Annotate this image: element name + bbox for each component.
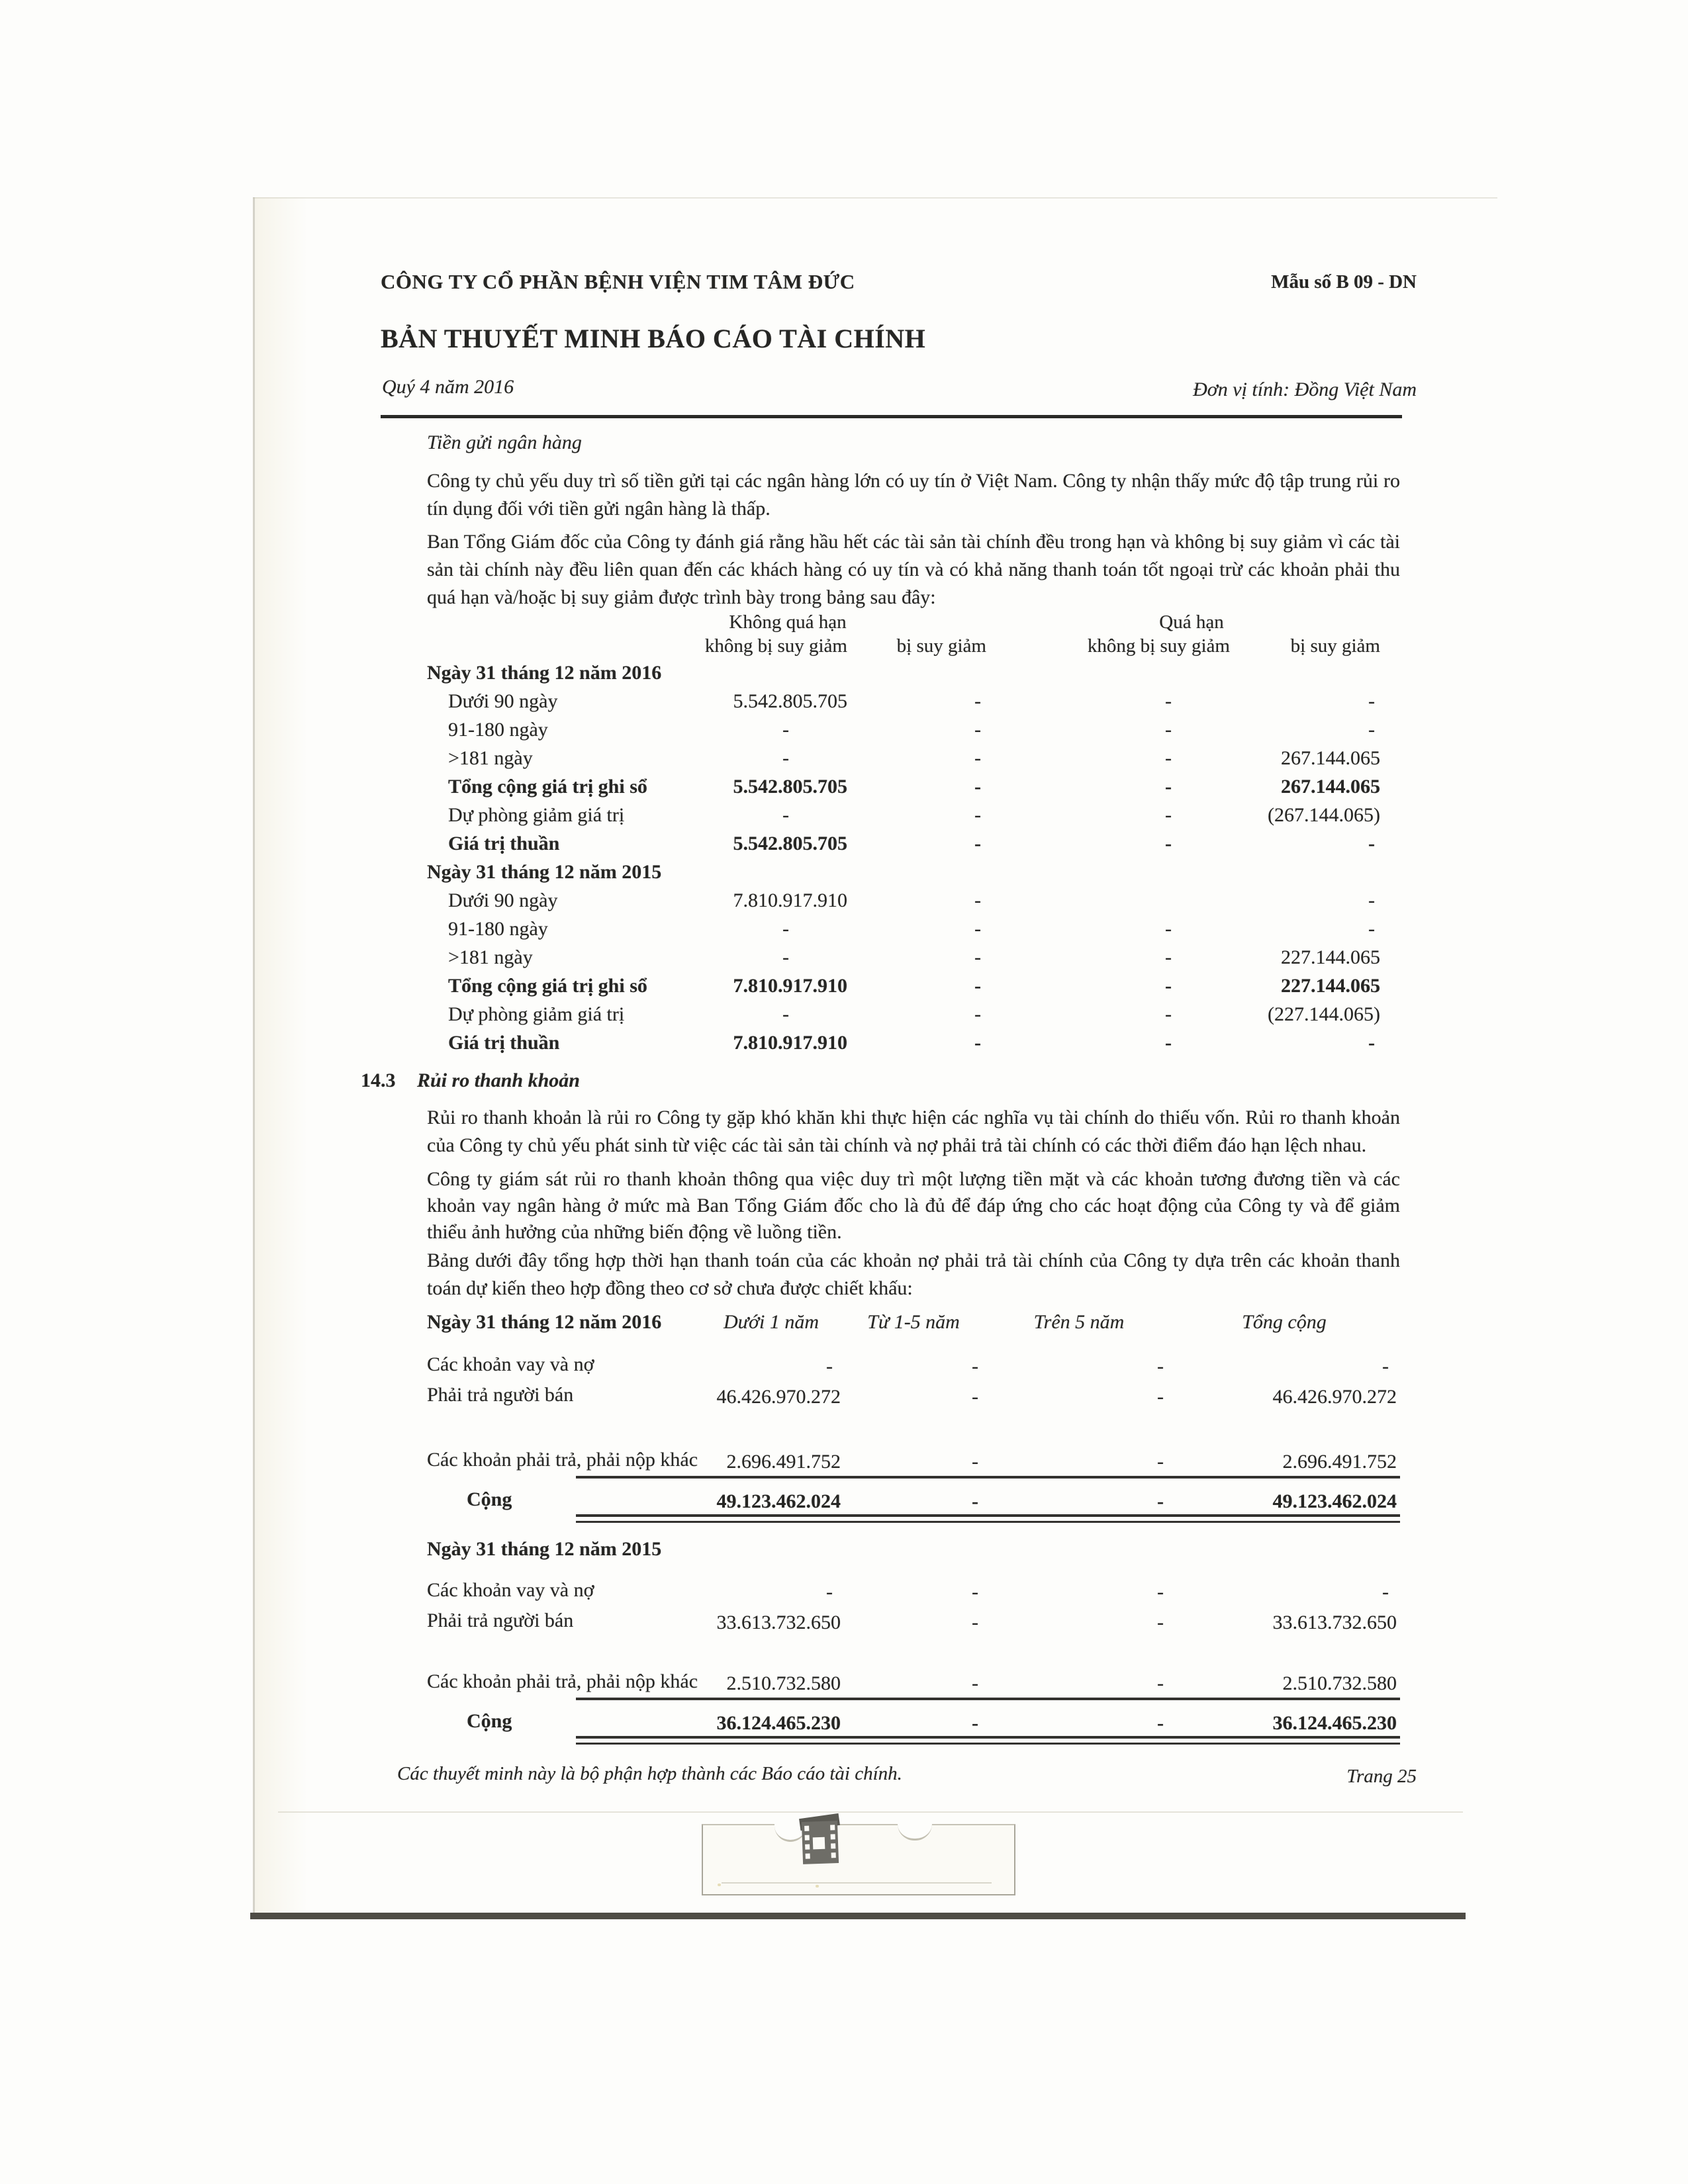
cell-value: 46.426.970.272 — [1272, 1386, 1397, 1408]
cell-value: - — [974, 776, 981, 797]
form-number: Mẫu số B 09 - DN — [1271, 271, 1417, 293]
cell-value: - — [1157, 1712, 1164, 1734]
cell-value: - — [1165, 833, 1172, 854]
cell-value: 49.123.462.024 — [716, 1490, 841, 1512]
column-header: Từ 1-5 năm — [867, 1311, 960, 1333]
cell-value: - — [782, 1003, 789, 1025]
cell-value: - — [972, 1612, 978, 1633]
cell-value: 7.810.917.910 — [733, 1032, 847, 1054]
table-row — [381, 861, 1400, 889]
footer-note: Các thuyết minh này là bộ phận hợp thành các Báo cáo tài chính. — [397, 1763, 902, 1784]
cell-value: - — [974, 1003, 981, 1025]
scan-crease-line — [278, 1811, 1463, 1813]
row-label: Các khoản phải trả, phải nộp khác — [427, 1449, 698, 1471]
row-label: 91-180 ngày — [448, 719, 548, 741]
cell-value: 36.124.465.230 — [1272, 1712, 1397, 1734]
cell-value: - — [1157, 1490, 1164, 1512]
cell-value: 33.613.732.650 — [1272, 1612, 1397, 1633]
scan-speck — [718, 1884, 721, 1886]
cell-value: - — [1157, 1355, 1164, 1377]
cell-value: - — [1165, 975, 1172, 997]
cell-value: - — [1157, 1672, 1164, 1694]
cell-value: - — [1368, 1032, 1375, 1054]
cell-value: - — [1382, 1355, 1389, 1377]
row-label: >181 ngày — [448, 747, 533, 769]
cell-value: 227.144.065 — [1281, 975, 1380, 997]
cell-value: - — [972, 1355, 978, 1377]
cell-value: - — [782, 719, 789, 741]
section-number: 14.3 — [361, 1069, 396, 1091]
cell-value: 2.696.491.752 — [726, 1451, 841, 1473]
table-row — [381, 1604, 1400, 1634]
cell-value: - — [1368, 918, 1375, 940]
column-header: không bị suy giảm — [704, 635, 847, 657]
row-label: Dưới 90 ngày — [448, 690, 558, 712]
header-divider — [381, 415, 1402, 418]
liquidity-maturity-table — [381, 1309, 1400, 1745]
table-row — [381, 1639, 1400, 1695]
currency-unit: Đơn vị tính: Đồng Việt Nam — [1193, 379, 1417, 400]
cell-value: - — [974, 918, 981, 940]
liquidity-risk-heading: Rủi ro thanh khoản — [417, 1069, 580, 1091]
row-label: Ngày 31 tháng 12 năm 2016 — [427, 662, 662, 684]
column-header: bị suy giảm — [896, 635, 986, 657]
cell-value: 2.510.732.580 — [726, 1672, 841, 1694]
row-label: Dự phòng giảm giá trị — [448, 804, 625, 826]
table-row — [381, 946, 1400, 975]
row-label: Giá trị thuần — [448, 1032, 560, 1054]
scan-artifact-box — [702, 1824, 1015, 1895]
row-label: Các khoản vay và nợ — [427, 1353, 594, 1375]
cell-value: - — [974, 690, 981, 712]
table-row — [381, 1418, 1400, 1473]
table-row — [381, 975, 1400, 1003]
cell-value: 36.124.465.230 — [716, 1712, 841, 1734]
cell-value: 7.810.917.910 — [733, 975, 847, 997]
cell-value: - — [974, 719, 981, 741]
table-row — [381, 804, 1400, 833]
cell-value: 2.696.491.752 — [1282, 1451, 1397, 1473]
cell-value: (227.144.065) — [1268, 1003, 1380, 1025]
table-row — [381, 1482, 1400, 1513]
binder-clip-icon — [802, 1821, 839, 1864]
row-label: Ngày 31 tháng 12 năm 2016 — [427, 1311, 662, 1333]
row-label: >181 ngày — [448, 946, 533, 968]
row-label: Dưới 90 ngày — [448, 889, 558, 911]
scanner-edge-bar — [250, 1913, 1466, 1919]
cell-value: - — [1157, 1581, 1164, 1603]
cell-value: 2.510.732.580 — [1282, 1672, 1397, 1694]
cell-value: 5.542.805.705 — [733, 776, 847, 797]
row-label: Ngày 31 tháng 12 năm 2015 — [427, 1538, 662, 1560]
table-row — [381, 918, 1400, 946]
cell-value: - — [972, 1581, 978, 1603]
row-label: Ngày 31 tháng 12 năm 2015 — [427, 861, 662, 883]
column-group-overdue: Quá hạn — [1159, 612, 1224, 633]
bank-deposits-heading: Tiền gửi ngân hàng — [427, 432, 582, 453]
table-column-header-row — [381, 1309, 1400, 1340]
cell-value: - — [1165, 946, 1172, 968]
column-header: Dưới 1 năm — [723, 1311, 820, 1333]
cell-value: - — [1368, 690, 1375, 712]
cell-value: 33.613.732.650 — [716, 1612, 841, 1633]
cell-value: 227.144.065 — [1281, 946, 1380, 968]
cell-value: - — [1165, 719, 1172, 741]
cell-value: 5.542.805.705 — [733, 690, 847, 712]
row-label: Các khoản vay và nợ — [427, 1579, 594, 1601]
cell-value: - — [974, 804, 981, 826]
cell-value: (267.144.065) — [1268, 804, 1380, 826]
cell-value: - — [1165, 804, 1172, 826]
table-column-header-row — [381, 635, 1400, 662]
report-period: Quý 4 năm 2016 — [382, 376, 514, 398]
row-label: Giá trị thuần — [448, 833, 560, 854]
cell-value: - — [972, 1451, 978, 1473]
scan-page-edge-shading — [255, 197, 308, 1914]
table-row — [381, 1032, 1400, 1060]
row-label: Cộng — [467, 1488, 512, 1510]
cell-value: - — [1165, 1003, 1172, 1025]
row-label: Tổng cộng giá trị ghi sổ — [448, 975, 647, 997]
cell-value: - — [782, 804, 789, 826]
cell-value: - — [1165, 776, 1172, 797]
table-row — [381, 1378, 1400, 1408]
column-header: Tổng cộng — [1242, 1311, 1327, 1333]
table-row — [381, 747, 1400, 776]
column-header: Trên 5 năm — [1033, 1311, 1125, 1333]
cell-value: 267.144.065 — [1281, 776, 1380, 797]
cell-value: - — [1157, 1451, 1164, 1473]
table-row — [381, 662, 1400, 690]
row-label: Phải trả người bán — [427, 1610, 574, 1631]
cell-value: - — [1165, 690, 1172, 712]
cell-value: - — [1368, 833, 1375, 854]
cell-value: - — [974, 946, 981, 968]
scan-page-top-edge — [253, 197, 1497, 199]
cell-value: - — [972, 1712, 978, 1734]
aging-analysis-table — [381, 612, 1400, 1060]
cell-value: - — [972, 1490, 978, 1512]
liquidity-paragraph-2: Công ty giám sát rủi ro thanh khoản thông qua việc duy trì một lượng tiền mặt và các khoản tương đương tiền và các khoản vay ngân hàng ở mức mà Ban Tổng Giám đốc cho là đủ để đáp ứng cho các hoạt động của Công ty và để giảm thiểu ảnh hưởng của những biến động về luồng tiền. — [427, 1168, 1400, 1243]
cell-value: - — [1165, 918, 1172, 940]
cell-value: - — [974, 975, 981, 997]
cell-value: - — [974, 889, 981, 911]
row-label: Dự phòng giảm giá trị — [448, 1003, 625, 1025]
cell-value: - — [1165, 747, 1172, 769]
row-label: Phải trả người bán — [427, 1384, 574, 1406]
cell-value: - — [1382, 1581, 1389, 1603]
table-row — [381, 1003, 1400, 1032]
page-number: Trang 25 — [1346, 1766, 1417, 1787]
cell-value: - — [782, 747, 789, 769]
cell-value: - — [974, 747, 981, 769]
table-total-double-rule — [576, 1514, 1400, 1523]
table-row — [381, 690, 1400, 719]
table-group-header-row — [381, 612, 1400, 635]
table-row — [381, 776, 1400, 804]
cell-value: - — [1157, 1612, 1164, 1633]
row-label: 91-180 ngày — [448, 918, 548, 940]
cell-value: 49.123.462.024 — [1272, 1490, 1397, 1512]
table-row — [381, 719, 1400, 747]
table-subtotal-rule — [576, 1698, 1400, 1700]
cell-value: - — [974, 833, 981, 854]
cell-value: 267.144.065 — [1281, 747, 1380, 769]
company-name: CÔNG TY CỔ PHẦN BỆNH VIỆN TIM TÂM ĐỨC — [381, 270, 855, 293]
cell-value: - — [972, 1386, 978, 1408]
scan-artifact-crease — [722, 1882, 992, 1884]
page-title: BẢN THUYẾT MINH BÁO CÁO TÀI CHÍNH — [381, 324, 926, 353]
cell-value: - — [782, 946, 789, 968]
cell-value: 5.542.805.705 — [733, 833, 847, 854]
cell-value: 46.426.970.272 — [716, 1386, 841, 1408]
cell-value: - — [826, 1581, 833, 1603]
table-total-double-rule — [576, 1736, 1400, 1745]
table-row — [381, 833, 1400, 861]
column-header: bị suy giảm — [1290, 635, 1380, 657]
liquidity-paragraph-3: Bảng dưới đây tổng hợp thời hạn thanh toán của các khoản nợ phải trả tài chính của Công ty dựa trên các khoản thanh toán dự kiến theo hợp đồng theo cơ sở chưa được chiết khấu: — [427, 1250, 1400, 1299]
cell-value: - — [1165, 1032, 1172, 1054]
scan-speck — [816, 1885, 819, 1888]
row-label: Cộng — [467, 1710, 512, 1732]
cell-value: - — [1368, 719, 1375, 741]
column-header: không bị suy giảm — [1087, 635, 1230, 657]
cell-value: - — [972, 1672, 978, 1694]
table-row — [381, 889, 1400, 918]
cell-value: - — [782, 918, 789, 940]
cell-value: - — [974, 1032, 981, 1054]
row-label: Các khoản phải trả, phải nộp khác — [427, 1670, 698, 1692]
cell-value: - — [1157, 1386, 1164, 1408]
column-group-not-overdue: Không quá hạn — [729, 612, 847, 633]
table-row — [381, 1347, 1400, 1378]
scan-artifact-notch — [898, 1824, 932, 1841]
table-row — [381, 1573, 1400, 1604]
cell-value: - — [826, 1355, 833, 1377]
row-label: Tổng cộng giá trị ghi sổ — [448, 776, 647, 797]
cell-value: 7.810.917.910 — [733, 889, 847, 911]
bank-deposits-paragraph-2: Ban Tổng Giám đốc của Công ty đánh giá rằng hầu hết các tài sản tài chính đều trong hạn và không bị suy giảm vì các tài sản tài chính này đều liên quan đến các khách hàng có uy tín và có khả năng thanh toán tốt ngoại trừ các khoản phải thu quá hạn và/hoặc bị suy giảm được trình bày trong bảng sau đây: — [427, 531, 1400, 608]
bank-deposits-paragraph-1: Công ty chủ yếu duy trì số tiền gửi tại các ngân hàng lớn có uy tín ở Việt Nam. Công ty nhận thấy mức độ tập trung rủi ro tín dụng đối với tiền gửi ngân hàng là thấp. — [427, 470, 1400, 520]
cell-value: - — [1368, 889, 1375, 911]
liquidity-paragraph-1: Rủi ro thanh khoản là rủi ro Công ty gặp khó khăn khi thực hiện các nghĩa vụ tài chính do thiếu vốn. Rủi ro thanh khoản của Công ty chủ yếu phát sinh từ việc các tài sản tài chính và nợ phải trả tài chính có các thời điểm đáo hạn lệch nhau. — [427, 1107, 1400, 1156]
table-row — [381, 1704, 1400, 1735]
table-subtotal-rule — [576, 1476, 1400, 1479]
table-row — [381, 1532, 1400, 1563]
